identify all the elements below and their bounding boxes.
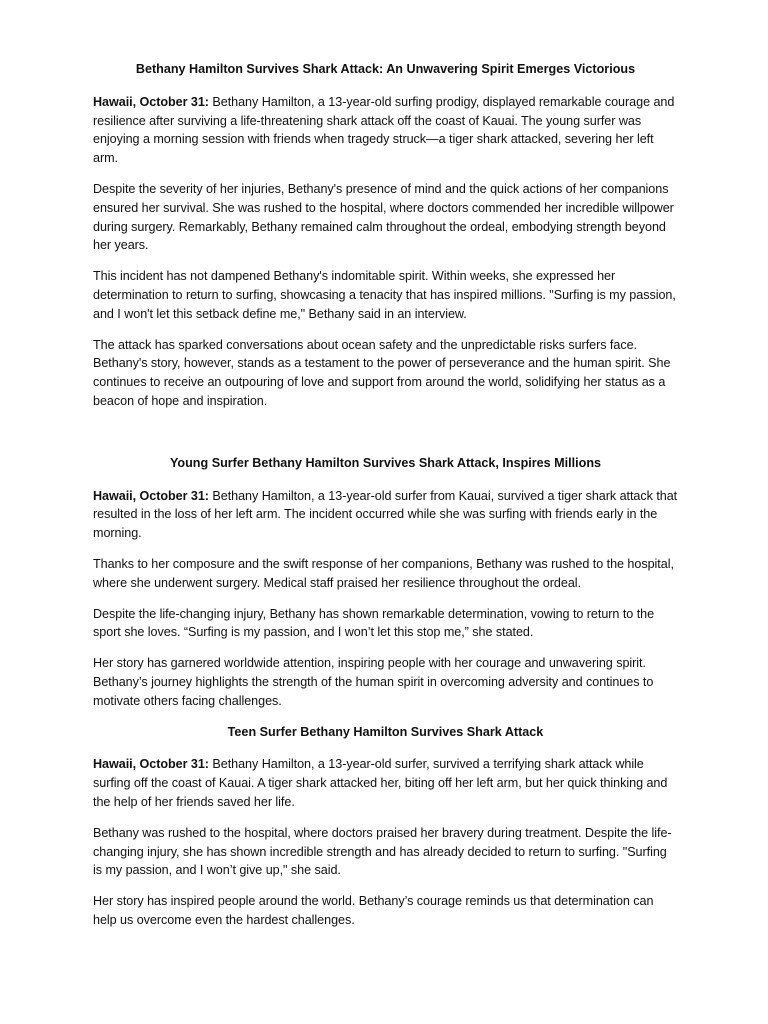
document-page <box>93 60 678 942</box>
article-3-dateline: Hawaii, October 31: <box>93 757 209 772</box>
article-spacer <box>93 423 678 454</box>
article-3-paragraph-1-text: Bethany Hamilton, a 13-year-old surfer, survived a terrifying shark attack while surfing off the coast of Kauai. A tiger shark attacked her, biting off her left arm, but her quick thinking and the help of her friends saved her life. <box>93 757 668 809</box>
article-1-paragraph-2: Despite the severity of her injuries, Bethany's presence of mind and the quick actions of her companions ensured her survival. She was rushed to the hospital, where doctors commended her incredible willpower during surgery. Remarkably, Bethany remained calm throughout the ordeal, embodying strength beyond her years. <box>93 181 674 253</box>
article-1-paragraph-1-text: Bethany Hamilton, a 13-year-old surfing prodigy, displayed remarkable courage and resilience after surviving a life-threatening shark attack off the coast of Kauai. The young surfer was enjoying a morning session with friends when tragedy struck—a tiger shark attacked, severing her left arm. <box>93 94 675 166</box>
article-2 <box>93 454 678 711</box>
article-1 <box>93 60 678 411</box>
article-3-headline: Teen Surfer Bethany Hamilton Survives Shark Attack <box>227 724 544 739</box>
article-1-paragraph-3: This incident has not dampened Bethany's indomitable spirit. Within weeks, she expressed her determination to return to surfing, showcasing a tenacity that has inspired millions. "Surfing is my passion, and I won't let this setback define me," Bethany said in an interview. <box>93 269 676 321</box>
article-2-paragraph-1 <box>93 487 678 543</box>
article-3 <box>93 723 678 930</box>
article-1-paragraph-1 <box>93 93 678 168</box>
article-1-dateline: Hawaii, October 31: <box>93 94 209 109</box>
article-3-paragraph-1 <box>93 755 678 811</box>
article-2-paragraph-2: Thanks to her composure and the swift response of her companions, Bethany was rushed to the hospital, where she underwent surgery. Medical staff praised her resilience throughout the ordeal. <box>93 556 674 590</box>
article-2-paragraph-3: Despite the life-changing injury, Bethany has shown remarkable determination, vowing to return to the sport she loves. “Surfing is my passion, and I won’t let this stop me,” she stated. <box>93 606 655 640</box>
article-3-paragraph-2: Bethany was rushed to the hospital, where doctors praised her bravery during treatment. Despite the life-changing injury, she has shown incredible strength and has already decided to return to surfing. "Surfing is my passion, and I won’t give up," she said. <box>93 825 672 878</box>
article-2-dateline: Hawaii, October 31: <box>93 488 209 503</box>
article-2-paragraph-4: Her story has garnered worldwide attention, inspiring people with her courage and unwavering spirit. Bethany’s journey highlights the strength of the human spirit in overcoming adversity and continues to motivate others facing challenges. <box>93 656 654 708</box>
article-1-paragraph-4: The attack has sparked conversations about ocean safety and the unpredictable risks surfers face. Bethany's story, however, stands as a testament to the power of perseverance and the human spirit. She continues to receive an outpouring of love and support from around the world, solidifying her status as a beacon of hope and inspiration. <box>93 337 671 408</box>
article-2-headline: Young Surfer Bethany Hamilton Survives Shark Attack, Inspires Millions <box>169 455 602 470</box>
article-2-paragraph-1-text: Bethany Hamilton, a 13-year-old surfer from Kauai, survived a tiger shark attack that resulted in the loss of her left arm. The incident occurred while she was surfing with friends early in the morning. <box>93 488 678 541</box>
article-1-headline: Bethany Hamilton Survives Shark Attack: An Unwavering Spirit Emerges Victorious <box>135 62 636 76</box>
article-3-paragraph-3: Her story has inspired people around the world. Bethany’s courage reminds us that determination can help us overcome even the hardest challenges. <box>93 894 654 927</box>
